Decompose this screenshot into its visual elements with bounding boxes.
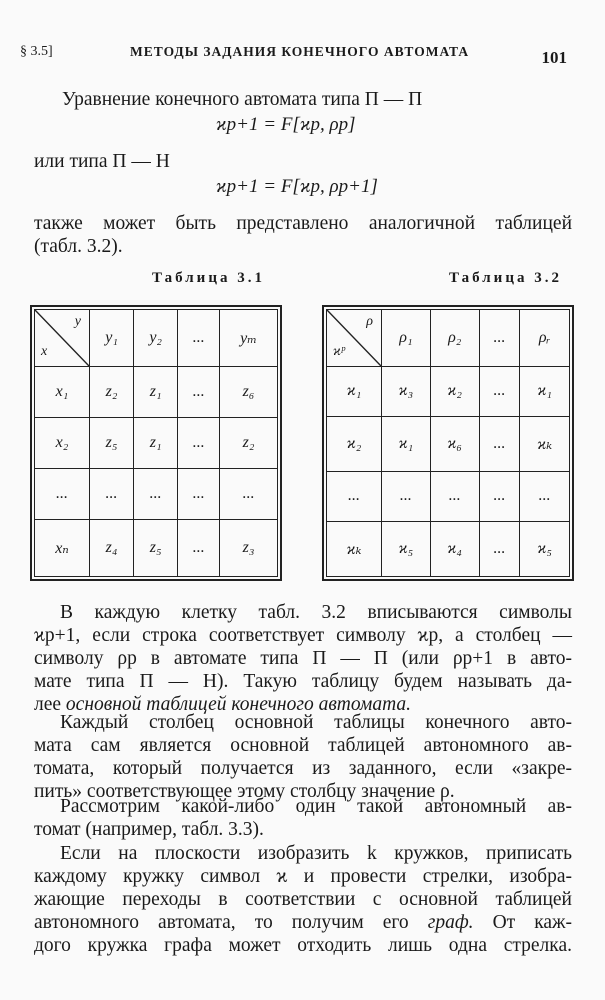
term-graph: граф. xyxy=(427,912,474,933)
cell: ... xyxy=(479,521,520,576)
table-row xyxy=(35,367,278,418)
section-number: § 3.5] xyxy=(20,44,53,59)
text-line: ϰp+1, если строка соответствует символу ϰp, а столбец — xyxy=(34,625,572,646)
cell: ϰ₂ xyxy=(430,367,479,417)
header-cell: ρ₁ xyxy=(382,310,431,367)
cell: z₅ xyxy=(90,418,134,469)
cell: z₄ xyxy=(90,520,134,577)
cell: ... xyxy=(479,367,520,417)
cell: ... xyxy=(220,469,278,520)
corner-bottom: x xyxy=(41,344,48,359)
table-row xyxy=(327,521,570,576)
cell: ϰ₁ xyxy=(520,367,570,417)
table-row xyxy=(327,472,570,522)
cell: ... xyxy=(90,469,134,520)
header-cell: y₂ xyxy=(134,310,178,367)
cell: z₅ xyxy=(134,520,178,577)
cell: z₆ xyxy=(220,367,278,418)
cell: ... xyxy=(178,367,220,418)
header-cell: y₁ xyxy=(90,310,134,367)
intro-line-3: также может быть представлено аналогичной таблицей xyxy=(34,213,572,234)
corner-cell xyxy=(35,310,90,367)
cell: ... xyxy=(479,472,520,522)
cell: ... xyxy=(382,472,431,522)
intro-line-2: или типа П — Н xyxy=(34,151,170,172)
cell: ϰₖ xyxy=(327,521,382,576)
cell: ... xyxy=(178,520,220,577)
text-line: жающие переходы в соответствии с основной таблицей xyxy=(34,889,572,910)
text-line: мата сам является основной таблицей автономного ав- xyxy=(34,735,572,756)
text-line: Каждый столбец основной таблицы конечного авто- xyxy=(60,712,572,733)
cell: ϰ₁ xyxy=(382,416,431,471)
cell: ϰ₁ xyxy=(327,367,382,417)
running-title: МЕТОДЫ ЗАДАНИЯ КОНЕЧНОГО АВТОМАТА xyxy=(130,44,470,59)
corner-top: ρ xyxy=(366,314,373,329)
paragraph-2 xyxy=(34,711,572,803)
cell: ... xyxy=(520,472,570,522)
text-line: Если на плоскости изобразить k кружков, приписать xyxy=(60,843,572,864)
intro-line-1: Уравнение конечного автомата типа П — П xyxy=(62,89,423,110)
intro-line-4: (табл. 3.2). xyxy=(34,236,123,257)
header-cell: ρ₂ xyxy=(430,310,479,367)
text-span: автономного автомата, то получим его xyxy=(34,912,428,933)
text-line: символу ρp в автомате типа П — П (или ρp+1 в авто- xyxy=(34,648,572,669)
text-line: мате типа П — Н). Такую таблицу будем называть да- xyxy=(34,671,572,692)
cell: ... xyxy=(479,416,520,471)
equation-2: ϰp+1 = F[ϰp, ρp+1] xyxy=(216,176,378,197)
table-3-1 xyxy=(34,309,278,577)
cell: x₁ xyxy=(35,367,90,418)
paragraph-3 xyxy=(34,795,572,841)
header-cell: ... xyxy=(178,310,220,367)
cell: ϰ₂ xyxy=(327,416,382,471)
text-line: Рассмотрим какой-либо один такой автономный ав- xyxy=(60,796,572,817)
cell: ϰ₆ xyxy=(430,416,479,471)
table-3-2-caption: Таблица 3.2 xyxy=(449,270,562,286)
table-3-1-caption: Таблица 3.1 xyxy=(152,270,265,286)
cell: z₂ xyxy=(220,418,278,469)
text-line: пить» соответствующее этому столбцу значение ρ. xyxy=(34,781,455,802)
corner-cell xyxy=(327,310,382,367)
text-line xyxy=(34,911,572,934)
cell: ϰₖ xyxy=(520,416,570,471)
cell: xₙ xyxy=(35,520,90,577)
cell: ... xyxy=(178,418,220,469)
cell: z₁ xyxy=(134,418,178,469)
paragraph-1 xyxy=(34,601,572,716)
text-span: лее xyxy=(34,694,66,715)
text-span: От каж- xyxy=(473,912,573,933)
cell: ... xyxy=(430,472,479,522)
cell: ... xyxy=(327,472,382,522)
header-cell: ρᵣ xyxy=(520,310,570,367)
paragraph-4 xyxy=(34,842,572,957)
cell: ϰ₅ xyxy=(520,521,570,576)
cell: ... xyxy=(35,469,90,520)
text-line: томата, который получается из заданного, если «закре- xyxy=(34,758,572,779)
cell: ... xyxy=(178,469,220,520)
equation-1: ϰp+1 = F[ϰp, ρp] xyxy=(216,114,356,135)
text-line: каждому кружку символ ϰ и провести стрелки, изобра- xyxy=(34,866,572,887)
cell: ϰ₅ xyxy=(382,521,431,576)
cell: z₂ xyxy=(90,367,134,418)
table-row xyxy=(327,367,570,417)
text-line: томат (например, табл. 3.3). xyxy=(34,819,264,840)
table-row xyxy=(35,520,278,577)
header-cell: ... xyxy=(479,310,520,367)
text-line: В каждую клетку табл. 3.2 вписываются символы xyxy=(60,602,572,623)
table-row xyxy=(35,418,278,469)
text-line: дого кружка графа может отходить лишь одна стрелка. xyxy=(34,935,572,956)
cell: ϰ₄ xyxy=(430,521,479,576)
cell: z₃ xyxy=(220,520,278,577)
cell: z₁ xyxy=(134,367,178,418)
table-row xyxy=(327,416,570,471)
cell: ϰ₃ xyxy=(382,367,431,417)
header-cell: yₘ xyxy=(220,310,278,367)
cell: x₂ xyxy=(35,418,90,469)
corner-bottom: ϰᵖ xyxy=(333,344,345,359)
table-row xyxy=(35,469,278,520)
cell: ... xyxy=(134,469,178,520)
page-number: 101 xyxy=(541,48,567,67)
term-main-table: основной таблицей конечного автомата. xyxy=(65,694,412,715)
table-3-2 xyxy=(326,309,570,577)
corner-top: y xyxy=(74,314,81,329)
